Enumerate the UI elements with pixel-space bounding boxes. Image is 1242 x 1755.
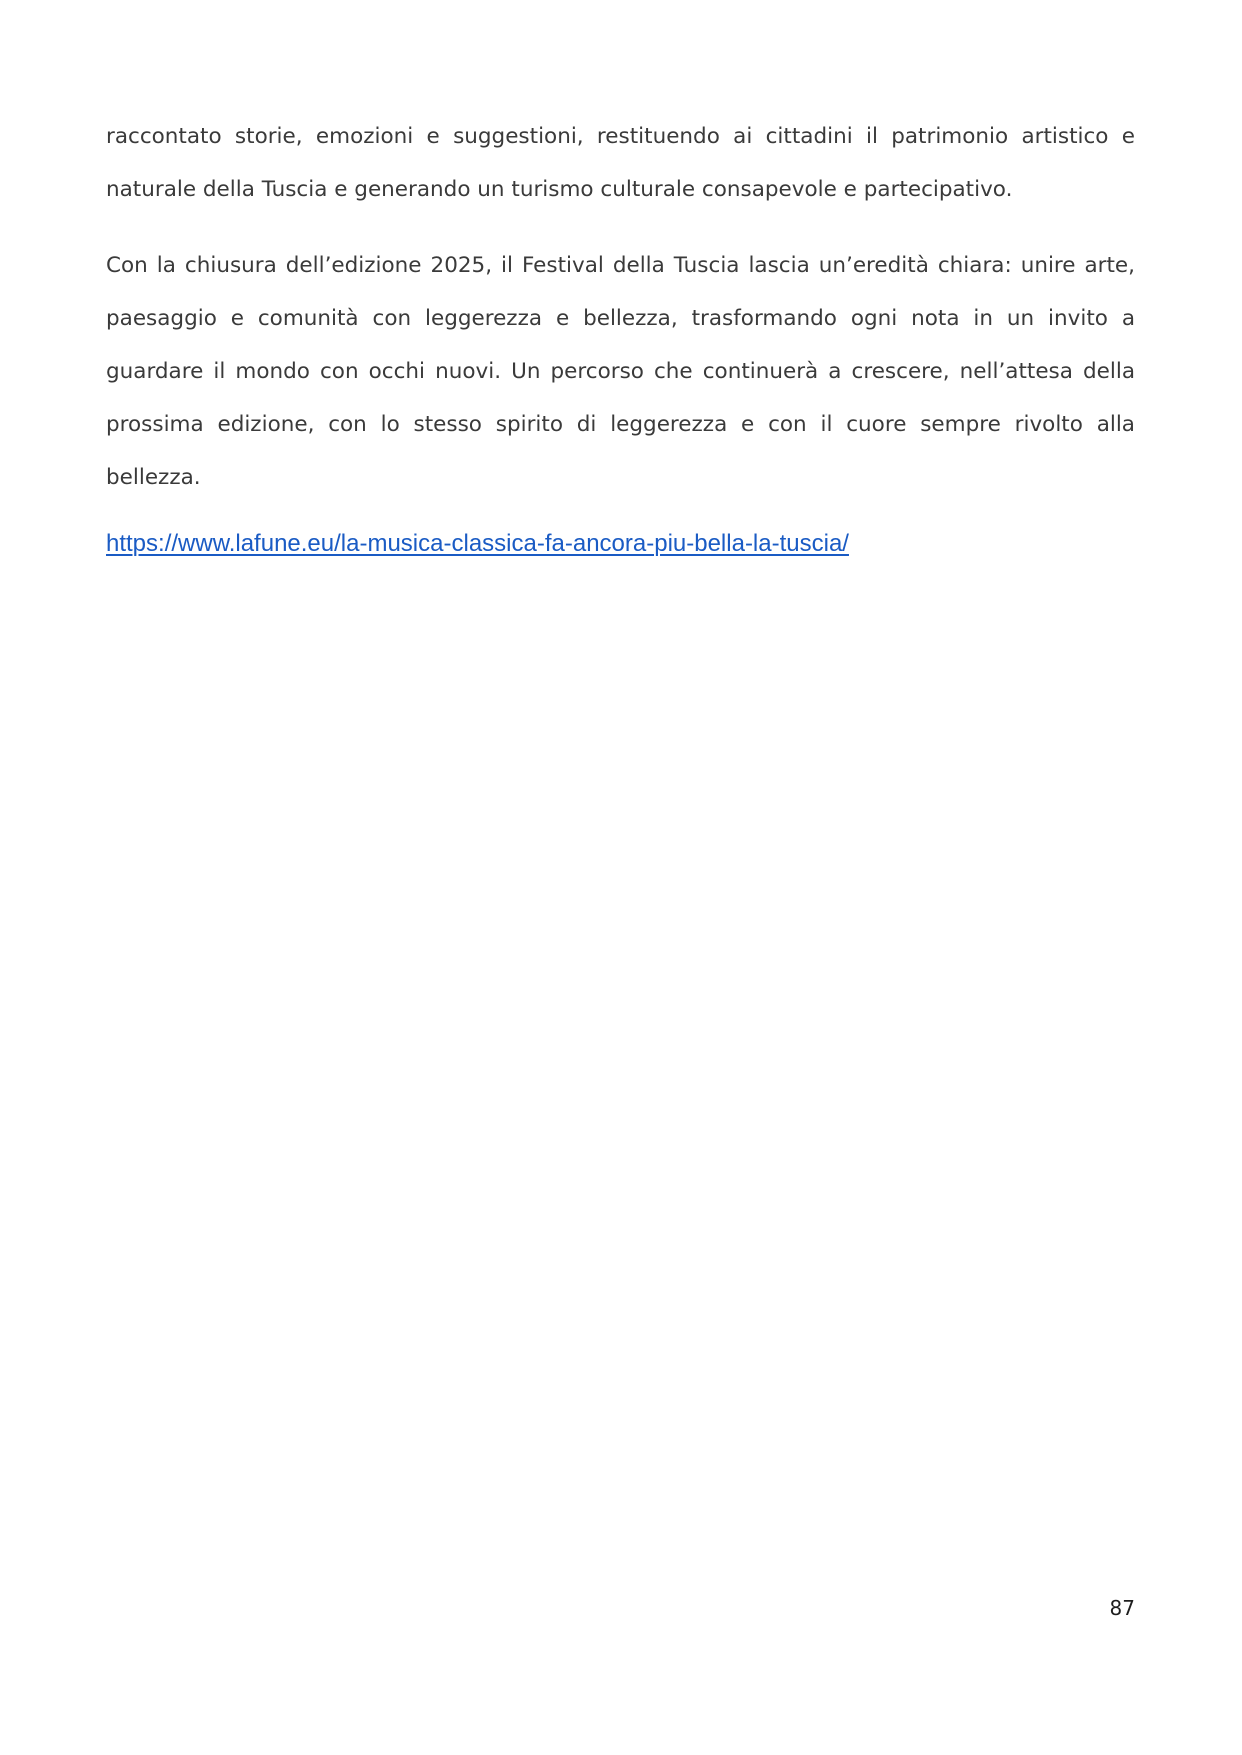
- source-link[interactable]: https://www.lafune.eu/la-musica-classica-fa-ancora-piu-bella-la-tuscia/: [106, 530, 849, 557]
- paragraph-1: raccontato storie, emozioni e suggestioni, restituendo ai cittadini il patrimonio artistico e naturale della Tuscia e generando un turismo culturale consapevole e partecipativo.: [106, 124, 1135, 202]
- page-number: 87: [1109, 1596, 1135, 1620]
- paragraph-2: Con la chiusura dell’edizione 2025, il Festival della Tuscia lascia un’eredità chiara: unire arte, paesaggio e comunità con leggerezza e bellezza, trasformando ogni nota in un invito a guardare il mondo con occhi nuovi. Un percorso che continuerà a crescere, nell’attesa della prossima edizione, con lo stesso spirito di leggerezza e con il cuore sempre rivolto alla bellezza.: [106, 253, 1135, 490]
- page-content: [106, 110, 1135, 561]
